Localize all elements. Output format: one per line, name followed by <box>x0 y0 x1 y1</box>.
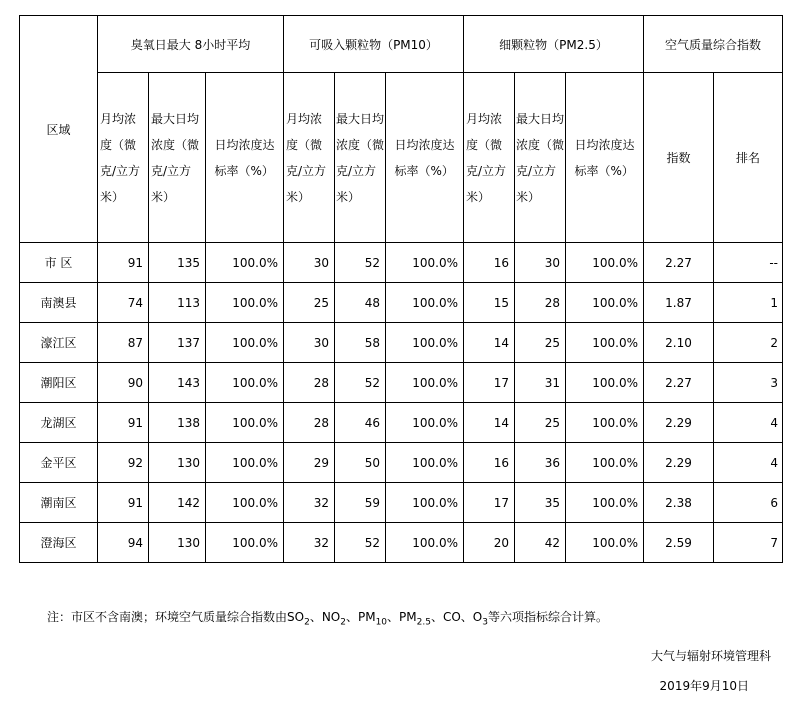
o3-rate-cell: 100.0% <box>206 403 284 443</box>
region-cell: 潮南区 <box>20 483 98 523</box>
pm10-monthly-avg-header <box>284 73 335 243</box>
pm25-max-cell: 36 <box>515 443 566 483</box>
pm10-max-cell: 48 <box>335 283 386 323</box>
index-cell: 2.27 <box>644 363 714 403</box>
pm10-rate-cell: 100.0% <box>386 523 464 563</box>
o3-rate-cell: 100.0% <box>206 323 284 363</box>
note-sep-pm25: 、PM <box>387 610 417 624</box>
index-header: 指数 <box>644 73 714 243</box>
sub-header-row <box>20 73 783 243</box>
aqi-group-header: 空气质量综合指数 <box>644 16 783 73</box>
pm25-compliance-header <box>566 73 644 243</box>
pm25-rate-cell: 100.0% <box>566 243 644 283</box>
pm10-avg-cell: 32 <box>284 483 335 523</box>
o3-max-cell: 135 <box>149 243 206 283</box>
region-cell: 龙湖区 <box>20 403 98 443</box>
table-row <box>20 283 783 323</box>
o3-max-cell: 130 <box>149 443 206 483</box>
pm25-avg-cell: 16 <box>464 443 515 483</box>
o3-monthly-avg-header-text: 月均浓度（微克/立方米） <box>100 111 141 204</box>
air-quality-table <box>19 15 783 563</box>
pm25-rate-cell: 100.0% <box>566 363 644 403</box>
report-date: 2019年9月10日 <box>659 679 749 693</box>
o3-max-cell: 143 <box>149 363 206 403</box>
region-cell: 潮阳区 <box>20 363 98 403</box>
o3-rate-cell: 100.0% <box>206 243 284 283</box>
pm10-avg-cell: 32 <box>284 523 335 563</box>
pm25-rate-cell: 100.0% <box>566 483 644 523</box>
table-row <box>20 443 783 483</box>
pm10-monthly-avg-header-text: 月均浓度（微克/立方米） <box>286 111 327 204</box>
index-cell: 2.38 <box>644 483 714 523</box>
o3-avg-cell: 91 <box>98 483 149 523</box>
pm25-avg-cell: 15 <box>464 283 515 323</box>
index-cell: 2.27 <box>644 243 714 283</box>
index-cell: 1.87 <box>644 283 714 323</box>
pm25-rate-cell: 100.0% <box>566 523 644 563</box>
pm25-max-cell: 35 <box>515 483 566 523</box>
rank-cell: 4 <box>714 403 783 443</box>
o3-max-daily-header-text: 最大日均浓度（微克/立方米） <box>151 111 200 204</box>
o3-avg-cell: 92 <box>98 443 149 483</box>
region-cell: 金平区 <box>20 443 98 483</box>
department-signature: 大气与辐射环境管理科 <box>650 649 771 663</box>
pm10-avg-cell: 29 <box>284 443 335 483</box>
table-row <box>20 363 783 403</box>
pm25-avg-cell: 20 <box>464 523 515 563</box>
pm10-subscript: 10 <box>375 617 388 628</box>
region-cell: 南澳县 <box>20 283 98 323</box>
pm25-max-cell: 25 <box>515 403 566 443</box>
pm10-rate-cell: 100.0% <box>386 323 464 363</box>
index-cell: 2.10 <box>644 323 714 363</box>
pm10-max-cell: 50 <box>335 443 386 483</box>
pm10-avg-cell: 25 <box>284 283 335 323</box>
pm25-monthly-avg-header <box>464 73 515 243</box>
rank-cell: 1 <box>714 283 783 323</box>
pm10-max-cell: 52 <box>335 243 386 283</box>
table-row <box>20 523 783 563</box>
pm10-max-cell: 58 <box>335 323 386 363</box>
pm25-group-header: 细颗粒物（PM2.5） <box>464 16 644 73</box>
pm10-rate-cell: 100.0% <box>386 363 464 403</box>
pm25-max-cell: 28 <box>515 283 566 323</box>
region-cell: 澄海区 <box>20 523 98 563</box>
pm10-max-daily-header-text: 最大日均浓度（微克/立方米） <box>336 111 385 204</box>
o3-subscript: 3 <box>482 617 488 628</box>
o3-compliance-header-text: 日均浓度达标率（%） <box>214 137 275 178</box>
region-cell: 濠江区 <box>20 323 98 363</box>
rank-header: 排名 <box>714 73 783 243</box>
region-cell: 市 区 <box>20 243 98 283</box>
table-row <box>20 243 783 283</box>
footnote <box>47 608 608 627</box>
o3-max-cell: 138 <box>149 403 206 443</box>
o3-max-cell: 113 <box>149 283 206 323</box>
region-header: 区域 <box>20 16 98 243</box>
pm10-rate-cell: 100.0% <box>386 243 464 283</box>
o3-max-daily-header <box>149 73 206 243</box>
rank-cell: 3 <box>714 363 783 403</box>
o3-avg-cell: 74 <box>98 283 149 323</box>
o3-max-cell: 137 <box>149 323 206 363</box>
note-sep-no2: 、NO <box>309 610 341 624</box>
o3-max-cell: 142 <box>149 483 206 523</box>
pm25-rate-cell: 100.0% <box>566 443 644 483</box>
note-sep-pm10: 、PM <box>345 610 376 624</box>
rank-cell: -- <box>714 243 783 283</box>
pm25-rate-cell: 100.0% <box>566 323 644 363</box>
pm10-rate-cell: 100.0% <box>386 483 464 523</box>
pm25-max-cell: 25 <box>515 323 566 363</box>
pm25-avg-cell: 16 <box>464 243 515 283</box>
pm25-avg-cell: 17 <box>464 483 515 523</box>
pm25-max-daily-header-text: 最大日均浓度（微克/立方米） <box>516 111 565 204</box>
rank-cell: 7 <box>714 523 783 563</box>
pm25-avg-cell: 17 <box>464 363 515 403</box>
pm25-subscript: 2.5 <box>416 617 431 628</box>
pm25-monthly-avg-header-text: 月均浓度（微克/立方米） <box>466 111 507 204</box>
pm10-max-cell: 59 <box>335 483 386 523</box>
pm10-avg-cell: 28 <box>284 363 335 403</box>
note-prefix: 注：市区不含南澳；环境空气质量综合指数由SO <box>47 610 305 624</box>
o3-rate-cell: 100.0% <box>206 283 284 323</box>
o3-max-cell: 130 <box>149 523 206 563</box>
ozone-group-header: 臭氧日最大 8小时平均 <box>98 16 284 73</box>
pm25-rate-cell: 100.0% <box>566 403 644 443</box>
index-cell: 2.29 <box>644 443 714 483</box>
o3-monthly-avg-header <box>98 73 149 243</box>
group-header-row <box>20 16 783 73</box>
o3-compliance-header <box>206 73 284 243</box>
index-cell: 2.59 <box>644 523 714 563</box>
o3-avg-cell: 91 <box>98 243 149 283</box>
pm10-rate-cell: 100.0% <box>386 283 464 323</box>
pm10-max-daily-header <box>335 73 386 243</box>
pm10-avg-cell: 30 <box>284 243 335 283</box>
o3-rate-cell: 100.0% <box>206 483 284 523</box>
pm25-avg-cell: 14 <box>464 403 515 443</box>
no2-subscript: 2 <box>340 617 346 628</box>
so2-subscript: 2 <box>304 617 310 628</box>
pm10-compliance-header-text: 日均浓度达标率（%） <box>394 137 455 178</box>
table-row <box>20 483 783 523</box>
pm25-max-cell: 30 <box>515 243 566 283</box>
o3-avg-cell: 87 <box>98 323 149 363</box>
table-row <box>20 323 783 363</box>
pm25-rate-cell: 100.0% <box>566 283 644 323</box>
pm25-max-daily-header <box>515 73 566 243</box>
pm10-avg-cell: 30 <box>284 323 335 363</box>
note-suffix: 等六项指标综合计算。 <box>487 610 608 624</box>
o3-avg-cell: 91 <box>98 403 149 443</box>
pm10-avg-cell: 28 <box>284 403 335 443</box>
pm25-avg-cell: 14 <box>464 323 515 363</box>
rank-cell: 4 <box>714 443 783 483</box>
pm25-max-cell: 31 <box>515 363 566 403</box>
data-rows <box>20 243 783 563</box>
pm10-rate-cell: 100.0% <box>386 443 464 483</box>
table-row <box>20 403 783 443</box>
o3-rate-cell: 100.0% <box>206 363 284 403</box>
o3-avg-cell: 94 <box>98 523 149 563</box>
pm10-max-cell: 52 <box>335 523 386 563</box>
note-sep-o3: 、CO、O <box>430 610 483 624</box>
table-body <box>20 16 783 243</box>
rank-cell: 6 <box>714 483 783 523</box>
pm25-max-cell: 42 <box>515 523 566 563</box>
rank-cell: 2 <box>714 323 783 363</box>
pm25-compliance-header-text: 日均浓度达标率（%） <box>574 137 635 178</box>
o3-avg-cell: 90 <box>98 363 149 403</box>
o3-rate-cell: 100.0% <box>206 443 284 483</box>
index-cell: 2.29 <box>644 403 714 443</box>
pm10-rate-cell: 100.0% <box>386 403 464 443</box>
pm10-group-header: 可吸入颗粒物（PM10） <box>284 16 464 73</box>
pm10-max-cell: 52 <box>335 363 386 403</box>
pm10-compliance-header <box>386 73 464 243</box>
o3-rate-cell: 100.0% <box>206 523 284 563</box>
pm10-max-cell: 46 <box>335 403 386 443</box>
